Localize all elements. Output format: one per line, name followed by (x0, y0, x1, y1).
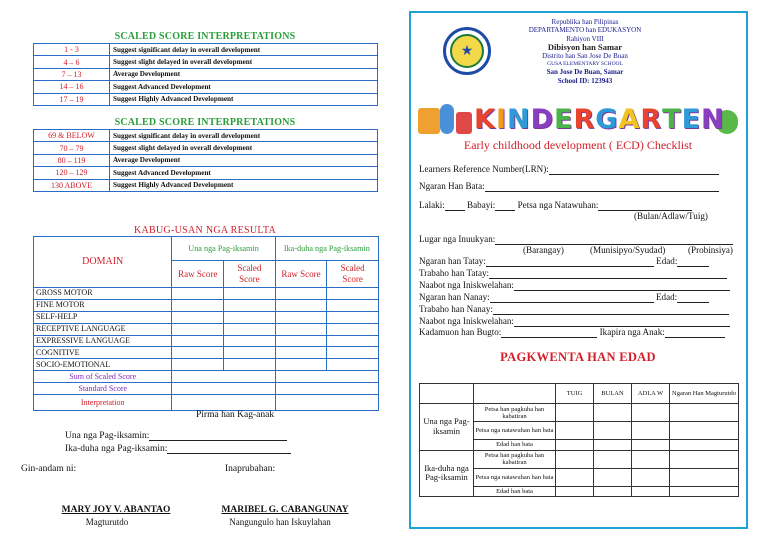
siblings-input-line[interactable] (501, 337, 597, 338)
summary-cell[interactable] (172, 383, 275, 395)
exam-label: Ika-duha nga Pag-iksamin (420, 450, 474, 497)
summary-cell[interactable] (275, 383, 378, 395)
seal-center-icon: ★ (450, 34, 484, 68)
father-edu-label: Naabot nga Iniskwelahan: (419, 280, 514, 290)
school-header (490, 18, 680, 85)
score-interpretation: Suggest Highly Advanced Development (110, 179, 378, 191)
score-range: 1 - 3 (34, 44, 110, 56)
summary-cell[interactable] (172, 371, 275, 383)
score-interpretation: Suggest Advanced Development (110, 167, 378, 179)
score-interpretation: Average Development (110, 154, 378, 166)
score-range: 130 ABOVE (34, 179, 110, 191)
kindergarten-letter: E (554, 104, 574, 135)
age-calc-title: PAGKWENTA HAN EDAD (500, 350, 656, 364)
mother-name-field (419, 292, 709, 303)
score-cell[interactable] (172, 323, 224, 335)
domain-row (34, 323, 379, 335)
score-range: 14 – 16 (34, 81, 110, 93)
scaled-table-2-title: SCALED SCORE INTERPRETATIONS (114, 117, 296, 128)
score-cell[interactable] (172, 335, 224, 347)
male-input-line[interactable] (445, 210, 465, 211)
age-value-cell[interactable] (594, 468, 632, 486)
female-input-line[interactable] (495, 210, 515, 211)
lrn-field (419, 164, 719, 175)
municipality-hint: (Munisipyo/Syudad) (590, 245, 666, 255)
mother-name-input-line[interactable] (490, 302, 654, 303)
age-value-cell[interactable] (632, 468, 670, 486)
child-name-input-line[interactable] (485, 191, 719, 192)
score-cell[interactable] (224, 335, 276, 347)
age-value-cell[interactable] (632, 404, 670, 422)
age-value-cell[interactable] (632, 422, 670, 440)
header-line-4: Dibisyon han Samar (547, 42, 623, 53)
father-edu-input-line[interactable] (514, 290, 730, 291)
scale-row (34, 130, 378, 142)
parent-signature-label: Pirma han Kag-anak (196, 410, 275, 420)
score-range: 120 – 129 (34, 167, 110, 179)
domain-row (34, 347, 379, 359)
age-value-cell[interactable] (670, 468, 739, 486)
second-exam-sign-line[interactable] (167, 453, 291, 454)
results-table (33, 236, 379, 411)
teacher-name: MARY JOY V. ABANTAO (61, 505, 171, 515)
siblings-field (419, 327, 725, 338)
second-exam-header: Ika-duha nga Pag-iksamin (275, 237, 378, 261)
second-exam-sign-label: Ika-duha nga Pag-iksamin: (65, 444, 168, 454)
kindergarten-letter: R (640, 104, 663, 135)
summary-cell[interactable] (275, 395, 378, 411)
mother-work-field (419, 304, 729, 315)
age-value-cell[interactable] (594, 440, 632, 451)
summary-row (34, 371, 379, 383)
domain-name: EXPRESSIVE LANGUAGE (34, 335, 172, 347)
deped-seal-icon (443, 27, 491, 75)
ecd-checklist-title: Early childhood development ( ECD) Checklist (463, 138, 693, 152)
sex-birth-field (419, 200, 692, 211)
scale-row (34, 179, 378, 191)
lrn-label: Learners Reference Number(LRN): (419, 164, 549, 174)
child-name-field (419, 181, 719, 192)
header-line-1: Republika han Pilipinas (551, 18, 619, 26)
col-teacher: Ngaran Han Magturutdo (670, 384, 739, 404)
raw-score-header-1: Raw Score (172, 261, 224, 288)
score-cell[interactable] (327, 323, 379, 335)
domain-header: DOMAIN (34, 237, 172, 288)
toy-icon (456, 112, 472, 134)
mother-work-input-line[interactable] (493, 314, 729, 315)
toy-blocks-icon (418, 108, 440, 134)
kindergarten-letter: G (595, 104, 619, 135)
mother-age-label: Edad: (655, 292, 678, 302)
lrn-input-line[interactable] (549, 174, 719, 175)
teacher-role: Magturutdo (85, 517, 129, 527)
scaled-table-2 (33, 129, 378, 192)
score-cell[interactable] (224, 299, 276, 311)
domain-name: SELF-HELP (34, 311, 172, 323)
mother-work-label: Trabaho han Nanay: (419, 304, 493, 314)
father-work-field (419, 268, 727, 279)
score-cell[interactable] (327, 335, 379, 347)
father-name-input-line[interactable] (486, 266, 654, 267)
father-edu-field (419, 280, 730, 291)
father-work-input-line[interactable] (489, 278, 727, 279)
score-cell[interactable] (275, 335, 327, 347)
summary-row (34, 395, 379, 411)
birth-order-input-line[interactable] (665, 337, 725, 338)
domain-row (34, 359, 379, 371)
mother-age-input-line[interactable] (677, 302, 709, 303)
male-label: Lalaki: (419, 200, 445, 210)
domain-row (34, 311, 379, 323)
age-value-cell[interactable] (556, 450, 594, 468)
score-cell[interactable] (275, 299, 327, 311)
score-range: 7 – 13 (34, 68, 110, 80)
summary-label: Standard Score (34, 383, 172, 395)
score-cell[interactable] (172, 299, 224, 311)
age-value-cell[interactable] (556, 440, 594, 451)
mother-edu-field (419, 316, 730, 327)
scaled-table-1-title: SCALED SCORE INTERPRETATIONS (114, 31, 296, 42)
siblings-label: Kadamuon han Bugto: (419, 327, 502, 337)
first-exam-header: Una nga Pag-iksamin (172, 237, 275, 261)
score-cell[interactable] (224, 323, 276, 335)
kindergarten-letter: D (530, 104, 555, 135)
kindergarten-letter: T (662, 104, 682, 135)
mother-name-label: Ngaran han Nanay: (419, 292, 490, 302)
age-row (420, 404, 739, 422)
female-label: Babayi: (467, 200, 496, 210)
scaled-score-header-1: Scaled Score (224, 261, 276, 288)
header-line-7: San Jose De Buan, Samar (546, 68, 624, 77)
score-cell[interactable] (327, 347, 379, 359)
score-range: 69 & BELOW (34, 130, 110, 142)
score-cell[interactable] (327, 299, 379, 311)
age-value-cell[interactable] (556, 468, 594, 486)
score-cell[interactable] (275, 323, 327, 335)
score-interpretation: Average Development (110, 68, 378, 80)
header-line-2: DEPARTAMENTO han EDUKASYON (528, 26, 642, 35)
kindergarten-letter: E (681, 104, 702, 135)
score-cell[interactable] (275, 347, 327, 359)
kindergarten-letter: N (701, 104, 725, 135)
kindergarten-letter: R (573, 104, 596, 135)
domain-name: RECEPTIVE LANGUAGE (34, 323, 172, 335)
results-title: KABUG-USAN NGA RESULTA (133, 225, 277, 236)
domain-name: GROSS MOTOR (34, 288, 172, 300)
score-cell[interactable] (224, 359, 276, 371)
scale-row (34, 81, 378, 93)
scale-row (34, 56, 378, 68)
scale-row (34, 142, 378, 154)
domain-row (34, 288, 379, 300)
score-cell[interactable] (327, 311, 379, 323)
domain-name: SOCIO-EMOTIONAL (34, 359, 172, 371)
exam-label: Una nga Pag-iksamin (420, 404, 474, 451)
score-interpretation: Suggest slight delayed in overall development (110, 56, 378, 68)
age-value-cell[interactable] (632, 440, 670, 451)
score-cell[interactable] (224, 288, 276, 300)
summary-label: Sum of Scaled Score (34, 371, 172, 383)
scale-row (34, 167, 378, 179)
score-cell[interactable] (224, 347, 276, 359)
age-row (420, 450, 739, 468)
birthplace-label: Lugar nga Inuukyan: (419, 234, 496, 244)
score-interpretation: Suggest Highly Advanced Development (110, 93, 378, 105)
summary-cell[interactable] (275, 371, 378, 383)
father-age-label: Edad: (656, 256, 678, 266)
scale-row (34, 154, 378, 166)
score-interpretation: Suggest significant delay in overall development (110, 130, 378, 142)
first-exam-sign-label: Una nga Pag-iksamin: (65, 431, 150, 441)
birth-date-label: Petsa nga Natawuhan: (517, 200, 599, 210)
scaled-score-header-2: Scaled Score (327, 261, 379, 288)
birth-order-label: Ikapira nga Anak: (599, 327, 665, 337)
age-value-cell[interactable] (670, 450, 739, 468)
head-role: Nangungulo han Iskuylahan (229, 517, 331, 527)
age-value-cell[interactable] (670, 486, 739, 497)
domain-name: FINE MOTOR (34, 299, 172, 311)
kindergarten-letter: N (506, 104, 531, 135)
score-cell[interactable] (275, 311, 327, 323)
age-row-label: Edad han bata (474, 486, 556, 497)
kindergarten-letter: A (618, 104, 641, 135)
raw-score-header-2: Raw Score (275, 261, 327, 288)
score-cell[interactable] (172, 359, 224, 371)
score-cell[interactable] (327, 359, 379, 371)
kindergarten-banner (474, 104, 725, 135)
second-exam-sign-row (65, 444, 291, 454)
score-interpretation: Suggest Advanced Development (110, 81, 378, 93)
scale-row (34, 93, 378, 105)
kindergarten-letter: K (474, 104, 496, 135)
score-interpretation: Suggest significant delay in overall development (110, 44, 378, 56)
summary-cell[interactable] (172, 395, 275, 411)
age-label-head-cell (474, 384, 556, 404)
score-cell[interactable] (172, 347, 224, 359)
age-value-cell[interactable] (594, 404, 632, 422)
score-cell[interactable] (172, 311, 224, 323)
age-value-cell[interactable] (594, 486, 632, 497)
score-cell[interactable] (224, 311, 276, 323)
age-value-cell[interactable] (632, 486, 670, 497)
age-row-label: Petsa han pagkuha han kabatiran (474, 450, 556, 468)
score-range: 17 – 19 (34, 93, 110, 105)
kindergarten-letter: I (495, 104, 507, 135)
age-row-label: Petsa nga natawuhan han bata (474, 468, 556, 486)
father-age-input-line[interactable] (677, 266, 709, 267)
score-interpretation: Suggest slight delayed in overall development (110, 142, 378, 154)
score-range: 4 – 6 (34, 56, 110, 68)
father-name-label: Ngaran han Tatay: (419, 256, 486, 266)
score-cell[interactable] (327, 288, 379, 300)
age-calc-table (419, 383, 739, 497)
col-bulan: BULAN (594, 384, 632, 404)
father-work-label: Trabaho han Tatay: (419, 268, 490, 278)
col-adlaw: ADLA W (632, 384, 670, 404)
age-row-label: Petsa han pagkuha han kabatiran (474, 404, 556, 422)
summary-label: Interpretation (34, 395, 172, 411)
age-row-label: Petsa nga natawuhan han bata (474, 422, 556, 440)
header-line-3: Rahiyon VIII (566, 34, 604, 43)
prepared-by-label: Gin-andam ni: (21, 464, 77, 474)
age-value-cell[interactable] (670, 422, 739, 440)
summary-row (34, 383, 379, 395)
domain-row (34, 335, 379, 347)
score-cell[interactable] (172, 288, 224, 300)
domain-name: COGNITIVE (34, 347, 172, 359)
scale-row (34, 68, 378, 80)
age-value-cell[interactable] (556, 486, 594, 497)
birth-date-hint: (Bulan/Adlaw/Tuig) (634, 211, 708, 221)
scaled-table-1 (33, 43, 378, 106)
age-value-cell[interactable] (670, 440, 739, 451)
score-range: 70 – 79 (34, 142, 110, 154)
age-value-cell[interactable] (670, 404, 739, 422)
age-corner-cell (420, 384, 474, 404)
header-line-5: Distrito han San Jose De Buan (542, 51, 628, 60)
age-row-label: Edad han bata (474, 440, 556, 451)
domain-row (34, 299, 379, 311)
kid-figure-icon (440, 104, 454, 134)
header-line-8: School ID: 123943 (557, 76, 613, 85)
score-range: 80 – 119 (34, 154, 110, 166)
age-value-cell[interactable] (594, 422, 632, 440)
approved-by-label: Inaprubahan: (225, 464, 276, 474)
child-name-label: Ngaran Han Bata: (419, 181, 485, 191)
father-name-field (419, 256, 709, 267)
col-tuig: TUIG (556, 384, 594, 404)
age-value-cell[interactable] (632, 450, 670, 468)
first-exam-sign-row (65, 431, 287, 441)
barangay-hint: (Barangay) (523, 245, 564, 255)
age-value-cell[interactable] (594, 450, 632, 468)
scale-row (34, 44, 378, 56)
age-value-cell[interactable] (556, 404, 594, 422)
header-line-6: GUSA ELEMENTARY SCHOOL (547, 61, 623, 68)
birthplace-field (419, 234, 733, 245)
first-exam-sign-line[interactable] (149, 440, 287, 441)
score-cell[interactable] (275, 359, 327, 371)
age-value-cell[interactable] (556, 422, 594, 440)
mother-edu-label: Naabot nga Iniskwelahan: (419, 316, 514, 326)
score-cell[interactable] (275, 288, 327, 300)
province-hint: (Probinsiya) (688, 245, 733, 255)
head-name: MARIBEL G. CABANGUNAY (221, 505, 349, 515)
